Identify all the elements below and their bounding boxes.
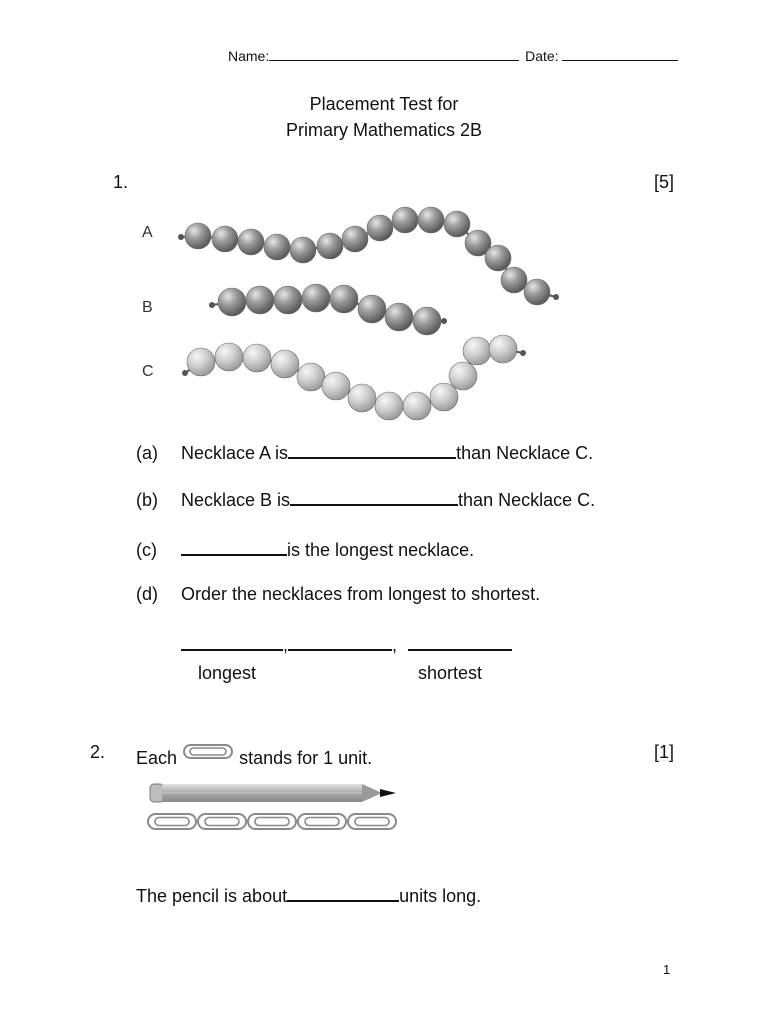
necklace-c-bead bbox=[297, 363, 325, 391]
q2-answer-blank[interactable] bbox=[287, 883, 399, 902]
necklace-a-bead bbox=[317, 233, 343, 259]
necklace-c bbox=[182, 335, 526, 420]
necklace-a-bead bbox=[185, 223, 211, 249]
necklace-b-bead bbox=[413, 307, 441, 335]
necklace-a-bead bbox=[290, 237, 316, 263]
date-label: Date: bbox=[525, 48, 559, 64]
q1c-row bbox=[136, 537, 474, 561]
q1a-row bbox=[136, 440, 593, 464]
q2-intro-before: Each bbox=[136, 748, 178, 768]
necklace-a-bead bbox=[342, 226, 368, 252]
necklace-a-bead bbox=[392, 207, 418, 233]
q1d-text: Order the necklaces from longest to shortest. bbox=[181, 584, 541, 604]
necklace-c-bead bbox=[489, 335, 517, 363]
necklace-c-bead bbox=[403, 392, 431, 420]
q1b-text-before: Necklace B is bbox=[181, 490, 291, 510]
q1-marks: [5] bbox=[654, 172, 675, 192]
necklace-a-bead bbox=[212, 226, 238, 252]
necklace-a-knot-2 bbox=[553, 294, 559, 300]
necklace-c-bead bbox=[271, 350, 299, 378]
q1d-blank-longest[interactable] bbox=[181, 632, 283, 651]
necklace-b-bead bbox=[385, 303, 413, 331]
q1d-separator-1: , bbox=[283, 635, 289, 655]
q2-answer-before: The pencil is about bbox=[136, 886, 288, 906]
necklace-c-knot-1 bbox=[182, 370, 188, 376]
necklace-a-bead bbox=[524, 279, 550, 305]
necklace-label-b: B bbox=[142, 299, 153, 316]
q2-intro-after: stands for 1 unit. bbox=[239, 748, 373, 768]
necklace-c-bead bbox=[322, 372, 350, 400]
necklace-b-bead bbox=[218, 288, 246, 316]
necklace-a-bead bbox=[418, 207, 444, 233]
q2-marks: [1] bbox=[654, 742, 675, 762]
necklace-b bbox=[209, 284, 447, 335]
test-title-line2: Primary Mathematics 2B bbox=[285, 120, 483, 140]
pencil-illustration bbox=[146, 780, 406, 810]
q2-number: 2. bbox=[90, 742, 106, 762]
necklace-a-bead bbox=[501, 267, 527, 293]
q1a-text-before: Necklace A is bbox=[181, 443, 289, 463]
q1c-letter: (c) bbox=[136, 540, 157, 560]
necklace-b-bead bbox=[246, 286, 274, 314]
necklace-a-bead bbox=[444, 211, 470, 237]
q1a-letter: (a) bbox=[136, 443, 158, 463]
paperclip-row bbox=[146, 810, 406, 834]
q1c-text-after: is the longest necklace. bbox=[287, 540, 475, 560]
paperclip-unit bbox=[148, 814, 196, 829]
necklace-label-c: C bbox=[142, 363, 154, 380]
q2-answer-after: units long. bbox=[399, 886, 482, 906]
necklace-label-a: A bbox=[142, 224, 153, 241]
necklace-b-bead bbox=[302, 284, 330, 312]
q1d-blank-shortest[interactable] bbox=[408, 632, 512, 651]
q1d-separator-2: , bbox=[392, 635, 398, 655]
q2-answer-row bbox=[136, 883, 481, 907]
necklace-b-bead bbox=[358, 295, 386, 323]
necklace-c-bead bbox=[348, 384, 376, 412]
q1d-row bbox=[136, 584, 540, 605]
shortest-label: shortest bbox=[418, 663, 483, 683]
necklaces-illustration bbox=[0, 0, 768, 440]
necklace-a-bead bbox=[367, 215, 393, 241]
q1b-letter: (b) bbox=[136, 490, 158, 510]
q1c-answer-blank[interactable] bbox=[181, 537, 287, 556]
page-number: 1 bbox=[663, 962, 671, 977]
necklace-a-bead bbox=[264, 234, 290, 260]
paperclip-unit bbox=[298, 814, 346, 829]
q1d-letter: (d) bbox=[136, 584, 158, 604]
q1b-row bbox=[136, 487, 595, 511]
necklace-c-bead bbox=[215, 343, 243, 371]
necklace-a-bead bbox=[238, 229, 264, 255]
necklace-b-bead bbox=[274, 286, 302, 314]
necklace-c-knot-2 bbox=[520, 350, 526, 356]
necklace-c-bead bbox=[187, 348, 215, 376]
necklace-c-bead bbox=[449, 362, 477, 390]
necklace-a-knot-1 bbox=[178, 234, 184, 240]
necklace-b-bead bbox=[330, 285, 358, 313]
q1d-blank-middle[interactable] bbox=[288, 632, 392, 651]
q1d-order-row bbox=[181, 632, 512, 656]
paperclip-unit bbox=[198, 814, 246, 829]
necklace-c-bead bbox=[430, 383, 458, 411]
paperclip-unit bbox=[248, 814, 296, 829]
name-label: Name: bbox=[228, 48, 270, 64]
q1a-answer-blank[interactable] bbox=[288, 440, 456, 459]
q1b-text-after: than Necklace C. bbox=[458, 490, 596, 510]
q2-intro bbox=[136, 742, 372, 769]
longest-label: longest bbox=[198, 663, 257, 683]
q1a-text-after: than Necklace C. bbox=[456, 443, 594, 463]
paperclip-icon bbox=[182, 742, 234, 758]
q1b-answer-blank[interactable] bbox=[290, 487, 458, 506]
necklace-c-bead bbox=[243, 344, 271, 372]
paperclip-unit bbox=[348, 814, 396, 829]
q1-number: 1. bbox=[113, 172, 129, 192]
necklace-b-knot-1 bbox=[209, 302, 215, 308]
necklace-c-bead bbox=[463, 337, 491, 365]
necklace-a-bead bbox=[485, 245, 511, 271]
test-title-line1: Placement Test for bbox=[309, 94, 459, 114]
necklace-b-knot-2 bbox=[441, 318, 447, 324]
necklace-c-bead bbox=[375, 392, 403, 420]
